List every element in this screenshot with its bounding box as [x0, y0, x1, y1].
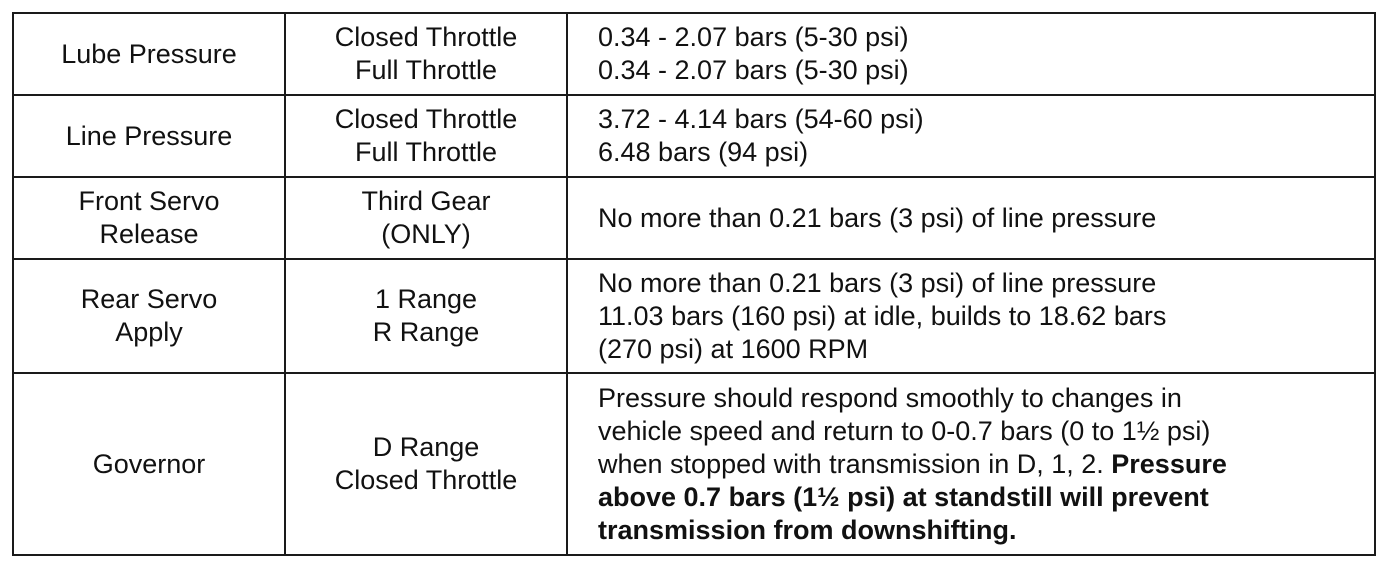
table-row-governor [13, 373, 1375, 555]
condition-cell [285, 95, 567, 177]
warning-line: transmission from downshifting. [598, 514, 1017, 545]
parameter-cell [13, 13, 285, 95]
table-row-rear-servo-apply [13, 259, 1375, 373]
table-row-lube-pressure [13, 13, 1375, 95]
spec-cell [567, 95, 1375, 177]
parameter-cell [13, 177, 285, 259]
table-row-front-servo-release [13, 177, 1375, 259]
spec-text: when stopped with transmission in D, 1, 2. [598, 448, 1112, 479]
spec-cell [567, 373, 1375, 555]
parameter-label: Governor [92, 448, 206, 479]
condition-line: Full Throttle [354, 137, 498, 167]
spec-line: No more than 0.21 bars (3 psi) of line pressure [598, 267, 1157, 298]
parameter-cell [13, 373, 285, 555]
spec-line: Pressure should respond smoothly to changes in [598, 382, 1182, 413]
table-row-line-pressure [13, 95, 1375, 177]
warning-line: above 0.7 bars (1½ psi) at standstill will prevent [598, 481, 1209, 512]
spec-line: vehicle speed and return to 0-0.7 bars (0 to 1½ psi) [598, 415, 1211, 446]
condition-line: D Range [372, 432, 480, 462]
spec-line: 6.48 bars (94 psi) [598, 137, 809, 167]
spec-line-mixed [598, 448, 1364, 481]
condition-line: R Range [372, 317, 480, 347]
condition-line: 1 Range [374, 284, 478, 314]
spec-line: 11.03 bars (160 psi) at idle, builds to 18.62 bars [598, 300, 1167, 331]
parameter-label: Rear Servo [80, 284, 218, 314]
parameter-label: Line Pressure [65, 120, 233, 151]
pressure-spec-table [12, 12, 1376, 556]
parameter-label: Lube Pressure [61, 38, 237, 69]
warning-text: Pressure [1111, 448, 1227, 479]
spec-line: 0.34 - 2.07 bars (5-30 psi) [598, 22, 909, 52]
condition-line: Closed Throttle [334, 465, 518, 495]
spec-line: (270 psi) at 1600 RPM [598, 333, 869, 364]
parameter-label: Apply [115, 317, 183, 347]
condition-cell [285, 259, 567, 373]
condition-line: (ONLY) [381, 219, 471, 249]
spec-cell [567, 177, 1375, 259]
condition-line: Closed Throttle [334, 104, 518, 134]
condition-line: Third Gear [361, 186, 491, 216]
spec-cell [567, 259, 1375, 373]
spec-line: 3.72 - 4.14 bars (54-60 psi) [598, 104, 924, 134]
condition-cell [285, 13, 567, 95]
parameter-cell [13, 259, 285, 373]
parameter-label: Release [99, 219, 199, 249]
condition-cell [285, 373, 567, 555]
condition-line: Full Throttle [354, 55, 498, 85]
parameter-label: Front Servo [78, 186, 220, 216]
spec-cell [567, 13, 1375, 95]
spec-line: No more than 0.21 bars (3 psi) of line pressure [598, 202, 1157, 233]
spec-line: 0.34 - 2.07 bars (5-30 psi) [598, 55, 909, 85]
parameter-cell [13, 95, 285, 177]
condition-line: Closed Throttle [334, 22, 518, 52]
condition-cell [285, 177, 567, 259]
